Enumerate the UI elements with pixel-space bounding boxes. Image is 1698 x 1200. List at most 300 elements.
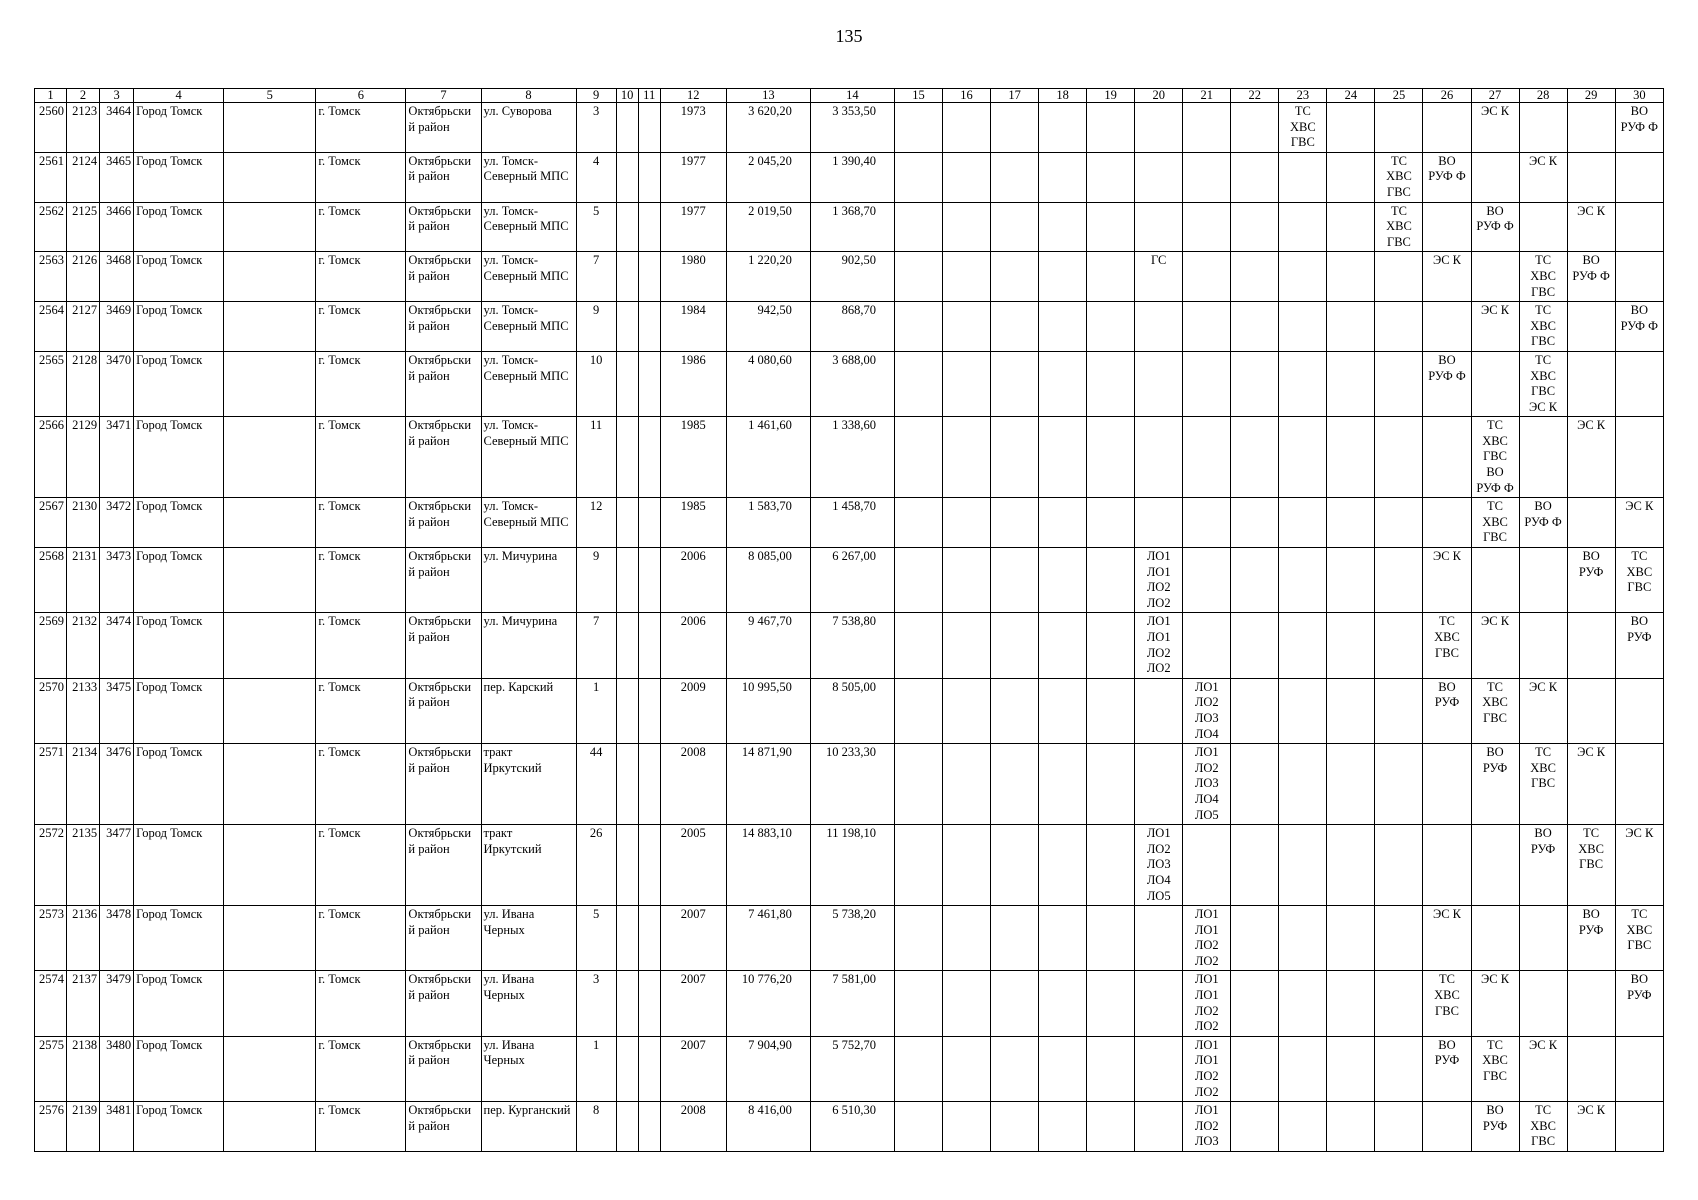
cell-col-22 [1231, 152, 1279, 202]
cell-col-9: 5 [576, 202, 616, 252]
cell-col-17 [991, 302, 1039, 352]
cell-col-22 [1231, 744, 1279, 825]
cell-col-9: 12 [576, 498, 616, 548]
cell-col-24 [1327, 678, 1375, 743]
cell-col-30 [1615, 678, 1663, 743]
cell-col-14: 5 738,20 [810, 906, 894, 971]
cell-col-12: 2007 [660, 971, 726, 1036]
cell-col-1: 2569 [35, 613, 67, 678]
cell-col-30: ЭС К [1615, 498, 1663, 548]
table-row [35, 906, 1664, 971]
cell-col-11 [638, 302, 660, 352]
cell-col-15 [894, 744, 942, 825]
cell-col-20 [1135, 103, 1183, 153]
cell-col-23 [1279, 906, 1327, 971]
cell-col-14: 3 688,00 [810, 351, 894, 416]
cell-col-24 [1327, 103, 1375, 153]
cell-col-13: 8 085,00 [726, 548, 810, 613]
cell-col-13: 2 019,50 [726, 202, 810, 252]
cell-col-19 [1087, 252, 1135, 302]
cell-col-9: 1 [576, 678, 616, 743]
cell-col-1: 2562 [35, 202, 67, 252]
cell-col-28: ЭС К [1519, 152, 1567, 202]
cell-col-26 [1423, 1102, 1471, 1152]
cell-col-20 [1135, 302, 1183, 352]
cell-col-22 [1231, 351, 1279, 416]
cell-col-2: 2126 [67, 252, 100, 302]
cell-col-16 [943, 613, 991, 678]
cell-col-18 [1039, 302, 1087, 352]
cell-col-29: ВО РУФ [1567, 906, 1615, 971]
cell-col-11 [638, 548, 660, 613]
cell-col-26: ЭС К [1423, 906, 1471, 971]
cell-col-28: ВО РУФ Ф [1519, 498, 1567, 548]
cell-col-20 [1135, 202, 1183, 252]
cell-col-29: ТС ХВС ГВС [1567, 825, 1615, 906]
cell-col-10 [616, 302, 638, 352]
cell-col-12: 2009 [660, 678, 726, 743]
cell-col-25 [1375, 302, 1423, 352]
cell-col-8: ул. Томск- Северный МПС [481, 351, 576, 416]
cell-col-21 [1183, 103, 1231, 153]
cell-col-28: ТС ХВС ГВС [1519, 252, 1567, 302]
cell-col-1: 2567 [35, 498, 67, 548]
cell-col-14: 1 338,60 [810, 417, 894, 498]
cell-col-12: 2006 [660, 613, 726, 678]
cell-col-17 [991, 417, 1039, 498]
cell-col-14: 7 581,00 [810, 971, 894, 1036]
cell-col-5 [224, 498, 316, 548]
table-row [35, 1036, 1664, 1101]
cell-col-30: ТС ХВС ГВС [1615, 548, 1663, 613]
cell-col-10 [616, 1102, 638, 1152]
cell-col-7: Октябрьски й район [406, 613, 481, 678]
cell-col-28 [1519, 202, 1567, 252]
cell-col-17 [991, 351, 1039, 416]
cell-col-17 [991, 252, 1039, 302]
cell-col-17 [991, 103, 1039, 153]
column-header-4: 4 [134, 89, 224, 103]
cell-col-25 [1375, 613, 1423, 678]
cell-col-28: ТС ХВС ГВС [1519, 302, 1567, 352]
cell-col-5 [224, 252, 316, 302]
cell-col-2: 2133 [67, 678, 100, 743]
cell-col-7: Октябрьски й район [406, 302, 481, 352]
cell-col-7: Октябрьски й район [406, 906, 481, 971]
column-header-3: 3 [100, 89, 134, 103]
cell-col-11 [638, 202, 660, 252]
cell-col-28: ВО РУФ [1519, 825, 1567, 906]
cell-col-1: 2563 [35, 252, 67, 302]
cell-col-6: г. Томск [316, 351, 406, 416]
cell-col-26: ТС ХВС ГВС [1423, 613, 1471, 678]
cell-col-30: ВО РУФ [1615, 613, 1663, 678]
cell-col-28 [1519, 906, 1567, 971]
cell-col-26 [1423, 498, 1471, 548]
column-header-20: 20 [1135, 89, 1183, 103]
cell-col-29 [1567, 613, 1615, 678]
cell-col-15 [894, 1036, 942, 1101]
cell-col-26 [1423, 417, 1471, 498]
cell-col-4: Город Томск [134, 202, 224, 252]
cell-col-9: 3 [576, 103, 616, 153]
cell-col-22 [1231, 906, 1279, 971]
cell-col-1: 2573 [35, 906, 67, 971]
cell-col-18 [1039, 351, 1087, 416]
cell-col-10 [616, 744, 638, 825]
cell-col-14: 902,50 [810, 252, 894, 302]
cell-col-14: 8 505,00 [810, 678, 894, 743]
column-header-5: 5 [224, 89, 316, 103]
cell-col-12: 1977 [660, 152, 726, 202]
cell-col-27: ТС ХВС ГВС [1471, 1036, 1519, 1101]
table-row [35, 825, 1664, 906]
cell-col-26 [1423, 744, 1471, 825]
column-header-22: 22 [1231, 89, 1279, 103]
cell-col-19 [1087, 971, 1135, 1036]
cell-col-18 [1039, 678, 1087, 743]
cell-col-28: ЭС К [1519, 1036, 1567, 1101]
cell-col-29 [1567, 302, 1615, 352]
cell-col-28 [1519, 613, 1567, 678]
cell-col-7: Октябрьски й район [406, 744, 481, 825]
cell-col-28: ТС ХВС ГВС [1519, 744, 1567, 825]
cell-col-23: ТС ХВС ГВС [1279, 103, 1327, 153]
cell-col-3: 3475 [100, 678, 134, 743]
column-header-18: 18 [1039, 89, 1087, 103]
cell-col-5 [224, 744, 316, 825]
cell-col-16 [943, 906, 991, 971]
cell-col-29 [1567, 351, 1615, 416]
cell-col-27 [1471, 906, 1519, 971]
cell-col-19 [1087, 613, 1135, 678]
cell-col-2: 2139 [67, 1102, 100, 1152]
cell-col-20: ГС [1135, 252, 1183, 302]
cell-col-28: ТС ХВС ГВС [1519, 1102, 1567, 1152]
cell-col-11 [638, 906, 660, 971]
column-header-30: 30 [1615, 89, 1663, 103]
cell-col-2: 2124 [67, 152, 100, 202]
cell-col-24 [1327, 302, 1375, 352]
cell-col-19 [1087, 548, 1135, 613]
cell-col-6: г. Томск [316, 613, 406, 678]
cell-col-6: г. Томск [316, 1102, 406, 1152]
cell-col-2: 2135 [67, 825, 100, 906]
cell-col-19 [1087, 678, 1135, 743]
cell-col-3: 3466 [100, 202, 134, 252]
cell-col-27 [1471, 152, 1519, 202]
cell-col-22 [1231, 678, 1279, 743]
cell-col-4: Город Томск [134, 1102, 224, 1152]
column-header-9: 9 [576, 89, 616, 103]
cell-col-24 [1327, 613, 1375, 678]
cell-col-14: 1 368,70 [810, 202, 894, 252]
cell-col-19 [1087, 498, 1135, 548]
cell-col-15 [894, 825, 942, 906]
cell-col-8: ул. Томск- Северный МПС [481, 498, 576, 548]
cell-col-18 [1039, 252, 1087, 302]
cell-col-6: г. Томск [316, 548, 406, 613]
cell-col-27: ТС ХВС ГВС [1471, 498, 1519, 548]
cell-col-12: 1985 [660, 498, 726, 548]
cell-col-8: ул. Томск- Северный МПС [481, 202, 576, 252]
cell-col-12: 1980 [660, 252, 726, 302]
cell-col-4: Город Томск [134, 548, 224, 613]
table-row [35, 302, 1664, 352]
cell-col-29: ЭС К [1567, 744, 1615, 825]
cell-col-21: ЛО1 ЛО2 ЛО3 [1183, 1102, 1231, 1152]
cell-col-4: Город Томск [134, 613, 224, 678]
cell-col-18 [1039, 417, 1087, 498]
cell-col-1: 2572 [35, 825, 67, 906]
cell-col-27 [1471, 825, 1519, 906]
cell-col-28 [1519, 417, 1567, 498]
cell-col-1: 2575 [35, 1036, 67, 1101]
cell-col-27 [1471, 252, 1519, 302]
cell-col-22 [1231, 971, 1279, 1036]
cell-col-23 [1279, 152, 1327, 202]
cell-col-3: 3468 [100, 252, 134, 302]
cell-col-17 [991, 152, 1039, 202]
cell-col-11 [638, 825, 660, 906]
column-header-11: 11 [638, 89, 660, 103]
cell-col-4: Город Томск [134, 971, 224, 1036]
cell-col-27: ВО РУФ [1471, 1102, 1519, 1152]
column-header-24: 24 [1327, 89, 1375, 103]
cell-col-20 [1135, 417, 1183, 498]
cell-col-20 [1135, 971, 1183, 1036]
cell-col-1: 2565 [35, 351, 67, 416]
cell-col-15 [894, 302, 942, 352]
cell-col-28 [1519, 971, 1567, 1036]
cell-col-22 [1231, 548, 1279, 613]
cell-col-30 [1615, 252, 1663, 302]
cell-col-6: г. Томск [316, 678, 406, 743]
cell-col-6: г. Томск [316, 971, 406, 1036]
cell-col-27: ТС ХВС ГВС ВО РУФ Ф [1471, 417, 1519, 498]
cell-col-30 [1615, 744, 1663, 825]
cell-col-30 [1615, 1036, 1663, 1101]
cell-col-13: 1 220,20 [726, 252, 810, 302]
cell-col-11 [638, 351, 660, 416]
cell-col-4: Город Томск [134, 744, 224, 825]
cell-col-9: 11 [576, 417, 616, 498]
cell-col-9: 5 [576, 906, 616, 971]
cell-col-15 [894, 103, 942, 153]
cell-col-14: 1 458,70 [810, 498, 894, 548]
cell-col-28: ТС ХВС ГВС ЭС К [1519, 351, 1567, 416]
cell-col-7: Октябрьски й район [406, 152, 481, 202]
cell-col-23 [1279, 302, 1327, 352]
cell-col-2: 2131 [67, 548, 100, 613]
cell-col-22 [1231, 825, 1279, 906]
cell-col-21 [1183, 302, 1231, 352]
cell-col-25 [1375, 678, 1423, 743]
cell-col-25 [1375, 252, 1423, 302]
cell-col-6: г. Томск [316, 202, 406, 252]
cell-col-6: г. Томск [316, 498, 406, 548]
cell-col-13: 10 776,20 [726, 971, 810, 1036]
cell-col-4: Город Томск [134, 103, 224, 153]
cell-col-1: 2570 [35, 678, 67, 743]
cell-col-24 [1327, 152, 1375, 202]
cell-col-8: ул. Мичурина [481, 548, 576, 613]
cell-col-2: 2125 [67, 202, 100, 252]
table-row [35, 498, 1664, 548]
cell-col-13: 3 620,20 [726, 103, 810, 153]
cell-col-2: 2128 [67, 351, 100, 416]
cell-col-13: 14 871,90 [726, 744, 810, 825]
cell-col-18 [1039, 202, 1087, 252]
cell-col-24 [1327, 498, 1375, 548]
cell-col-18 [1039, 825, 1087, 906]
cell-col-12: 2008 [660, 744, 726, 825]
column-header-17: 17 [991, 89, 1039, 103]
cell-col-7: Октябрьски й район [406, 252, 481, 302]
cell-col-25 [1375, 744, 1423, 825]
cell-col-16 [943, 744, 991, 825]
cell-col-21: ЛО1 ЛО1 ЛО2 ЛО2 [1183, 1036, 1231, 1101]
table-row [35, 548, 1664, 613]
cell-col-2: 2138 [67, 1036, 100, 1101]
cell-col-30 [1615, 152, 1663, 202]
cell-col-4: Город Томск [134, 825, 224, 906]
table-row [35, 152, 1664, 202]
cell-col-21 [1183, 548, 1231, 613]
cell-col-30 [1615, 417, 1663, 498]
column-header-29: 29 [1567, 89, 1615, 103]
table-row [35, 351, 1664, 416]
cell-col-29: ЭС К [1567, 417, 1615, 498]
cell-col-22 [1231, 252, 1279, 302]
cell-col-21 [1183, 613, 1231, 678]
cell-col-7: Октябрьски й район [406, 202, 481, 252]
column-header-21: 21 [1183, 89, 1231, 103]
cell-col-18 [1039, 1102, 1087, 1152]
cell-col-7: Октябрьски й район [406, 825, 481, 906]
cell-col-27: ВО РУФ Ф [1471, 202, 1519, 252]
cell-col-3: 3471 [100, 417, 134, 498]
cell-col-10 [616, 971, 638, 1036]
cell-col-25 [1375, 1102, 1423, 1152]
cell-col-7: Октябрьски й район [406, 1102, 481, 1152]
cell-col-19 [1087, 302, 1135, 352]
cell-col-10 [616, 152, 638, 202]
cell-col-25 [1375, 548, 1423, 613]
column-header-25: 25 [1375, 89, 1423, 103]
cell-col-27 [1471, 351, 1519, 416]
cell-col-23 [1279, 417, 1327, 498]
cell-col-25: ТС ХВС ГВС [1375, 152, 1423, 202]
cell-col-4: Город Томск [134, 906, 224, 971]
column-header-26: 26 [1423, 89, 1471, 103]
cell-col-11 [638, 1102, 660, 1152]
cell-col-11 [638, 252, 660, 302]
cell-col-4: Город Томск [134, 152, 224, 202]
cell-col-7: Октябрьски й район [406, 103, 481, 153]
cell-col-24 [1327, 744, 1375, 825]
column-header-23: 23 [1279, 89, 1327, 103]
cell-col-24 [1327, 906, 1375, 971]
cell-col-12: 2007 [660, 1036, 726, 1101]
cell-col-23 [1279, 1102, 1327, 1152]
column-header-16: 16 [943, 89, 991, 103]
cell-col-8: ул. Томск- Северный МПС [481, 152, 576, 202]
cell-col-17 [991, 744, 1039, 825]
cell-col-29 [1567, 678, 1615, 743]
cell-col-21 [1183, 351, 1231, 416]
cell-col-21: ЛО1 ЛО1 ЛО2 ЛО2 [1183, 906, 1231, 971]
cell-col-7: Октябрьски й район [406, 548, 481, 613]
cell-col-3: 3477 [100, 825, 134, 906]
cell-col-12: 1985 [660, 417, 726, 498]
cell-col-24 [1327, 202, 1375, 252]
cell-col-23 [1279, 252, 1327, 302]
cell-col-4: Город Томск [134, 302, 224, 352]
cell-col-18 [1039, 548, 1087, 613]
cell-col-23 [1279, 613, 1327, 678]
table-row [35, 103, 1664, 153]
cell-col-15 [894, 152, 942, 202]
cell-col-6: г. Томск [316, 417, 406, 498]
column-header-15: 15 [894, 89, 942, 103]
cell-col-19 [1087, 417, 1135, 498]
cell-col-29: ВО РУФ [1567, 548, 1615, 613]
cell-col-24 [1327, 351, 1375, 416]
cell-col-20 [1135, 1102, 1183, 1152]
cell-col-17 [991, 548, 1039, 613]
cell-col-23 [1279, 202, 1327, 252]
cell-col-30: ВО РУФ Ф [1615, 302, 1663, 352]
cell-col-10 [616, 825, 638, 906]
cell-col-9: 10 [576, 351, 616, 416]
cell-col-25 [1375, 498, 1423, 548]
cell-col-19 [1087, 744, 1135, 825]
cell-col-30: ВО РУФ [1615, 971, 1663, 1036]
cell-col-26: ВО РУФ [1423, 1036, 1471, 1101]
cell-col-15 [894, 678, 942, 743]
cell-col-13: 1 461,60 [726, 417, 810, 498]
cell-col-5 [224, 302, 316, 352]
cell-col-19 [1087, 202, 1135, 252]
cell-col-10 [616, 417, 638, 498]
cell-col-8: ул. Ивана Черных [481, 1036, 576, 1101]
cell-col-10 [616, 498, 638, 548]
cell-col-16 [943, 825, 991, 906]
cell-col-2: 2129 [67, 417, 100, 498]
cell-col-3: 3472 [100, 498, 134, 548]
cell-col-18 [1039, 906, 1087, 971]
cell-col-2: 2137 [67, 971, 100, 1036]
table-row [35, 678, 1664, 743]
cell-col-1: 2561 [35, 152, 67, 202]
cell-col-29: ЭС К [1567, 1102, 1615, 1152]
cell-col-26 [1423, 302, 1471, 352]
cell-col-30: ЭС К [1615, 825, 1663, 906]
cell-col-9: 7 [576, 252, 616, 302]
cell-col-11 [638, 744, 660, 825]
cell-col-17 [991, 825, 1039, 906]
cell-col-15 [894, 351, 942, 416]
cell-col-6: г. Томск [316, 825, 406, 906]
cell-col-15 [894, 202, 942, 252]
cell-col-9: 1 [576, 1036, 616, 1101]
cell-col-20: ЛО1 ЛО1 ЛО2 ЛО2 [1135, 548, 1183, 613]
cell-col-19 [1087, 1102, 1135, 1152]
cell-col-9: 44 [576, 744, 616, 825]
cell-col-22 [1231, 1102, 1279, 1152]
table-row [35, 417, 1664, 498]
